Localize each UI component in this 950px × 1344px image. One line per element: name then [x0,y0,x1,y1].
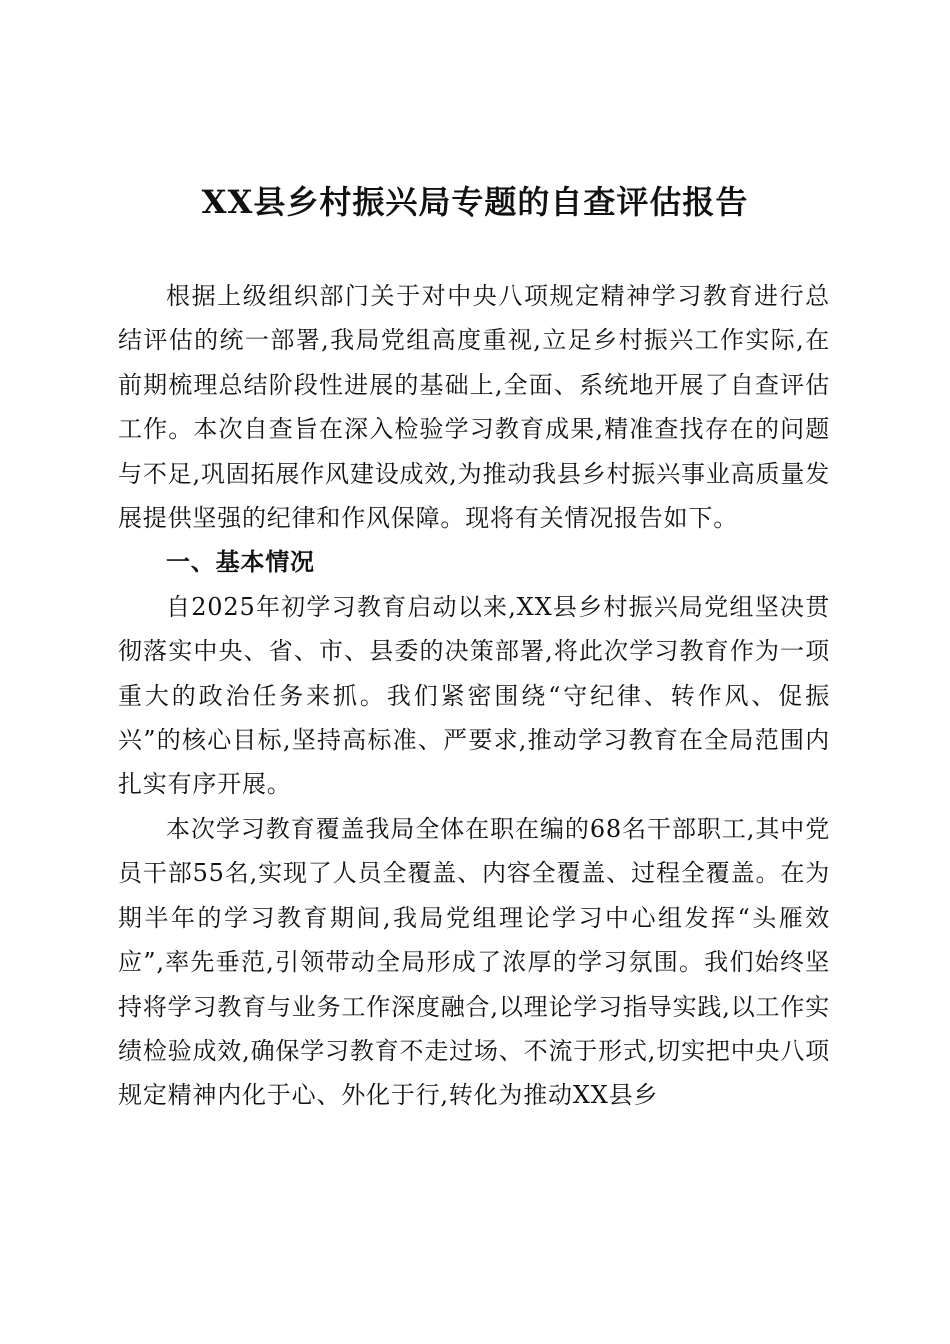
section-paragraph: 本次学习教育覆盖我局全体在职在编的68名干部职工,其中党员干部55名,实现了人员全覆盖、内容全覆盖、过程全覆盖。在为期半年的学习教育期间,我局党组理论学习中心组发挥“头雁效应”,率先垂范,引领带动全局形成了浓厚的学习氛围。我们始终坚持将学习教育与业务工作深度融合,以理论学习指导实践,以工作实绩检验成效,确保学习教育不走过场、不流于形式,切实把中央八项规定精神内化于心、外化于行,转化为推动XX县乡 [118,814,830,1110]
document-title: XX县乡村振兴局专题的自查评估报告 [201,183,749,221]
intro-paragraph: 根据上级组织部门关于对中央八项规定精神学习教育进行总结评估的统一部署,我局党组高度重视,立足乡村振兴工作实际,在前期梳理总结阶段性进展的基础上,全面、系统地开展了自查评估工作。本次自查旨在深入检验学习教育成果,精准查找存在的问题与不足,巩固拓展作风建设成效,为推动我县乡村振兴事业高质量发展提供坚强的纪律和作风保障。现将有关情况报告如下。 [118,282,830,533]
section-heading: 一、基本情况 [166,548,315,577]
section-paragraph: 自2025年初学习教育启动以来,XX县乡村振兴局党组坚决贯彻落实中央、省、市、县委的决策部署,将此次学习教育作为一项重大的政治任务来抓。我们紧密围绕“守纪律、转作风、促振兴”的核心目标,坚持高标准、严要求,推动学习教育在全局范围内扎实有序开展。 [118,592,830,799]
document-body [118,274,830,1118]
